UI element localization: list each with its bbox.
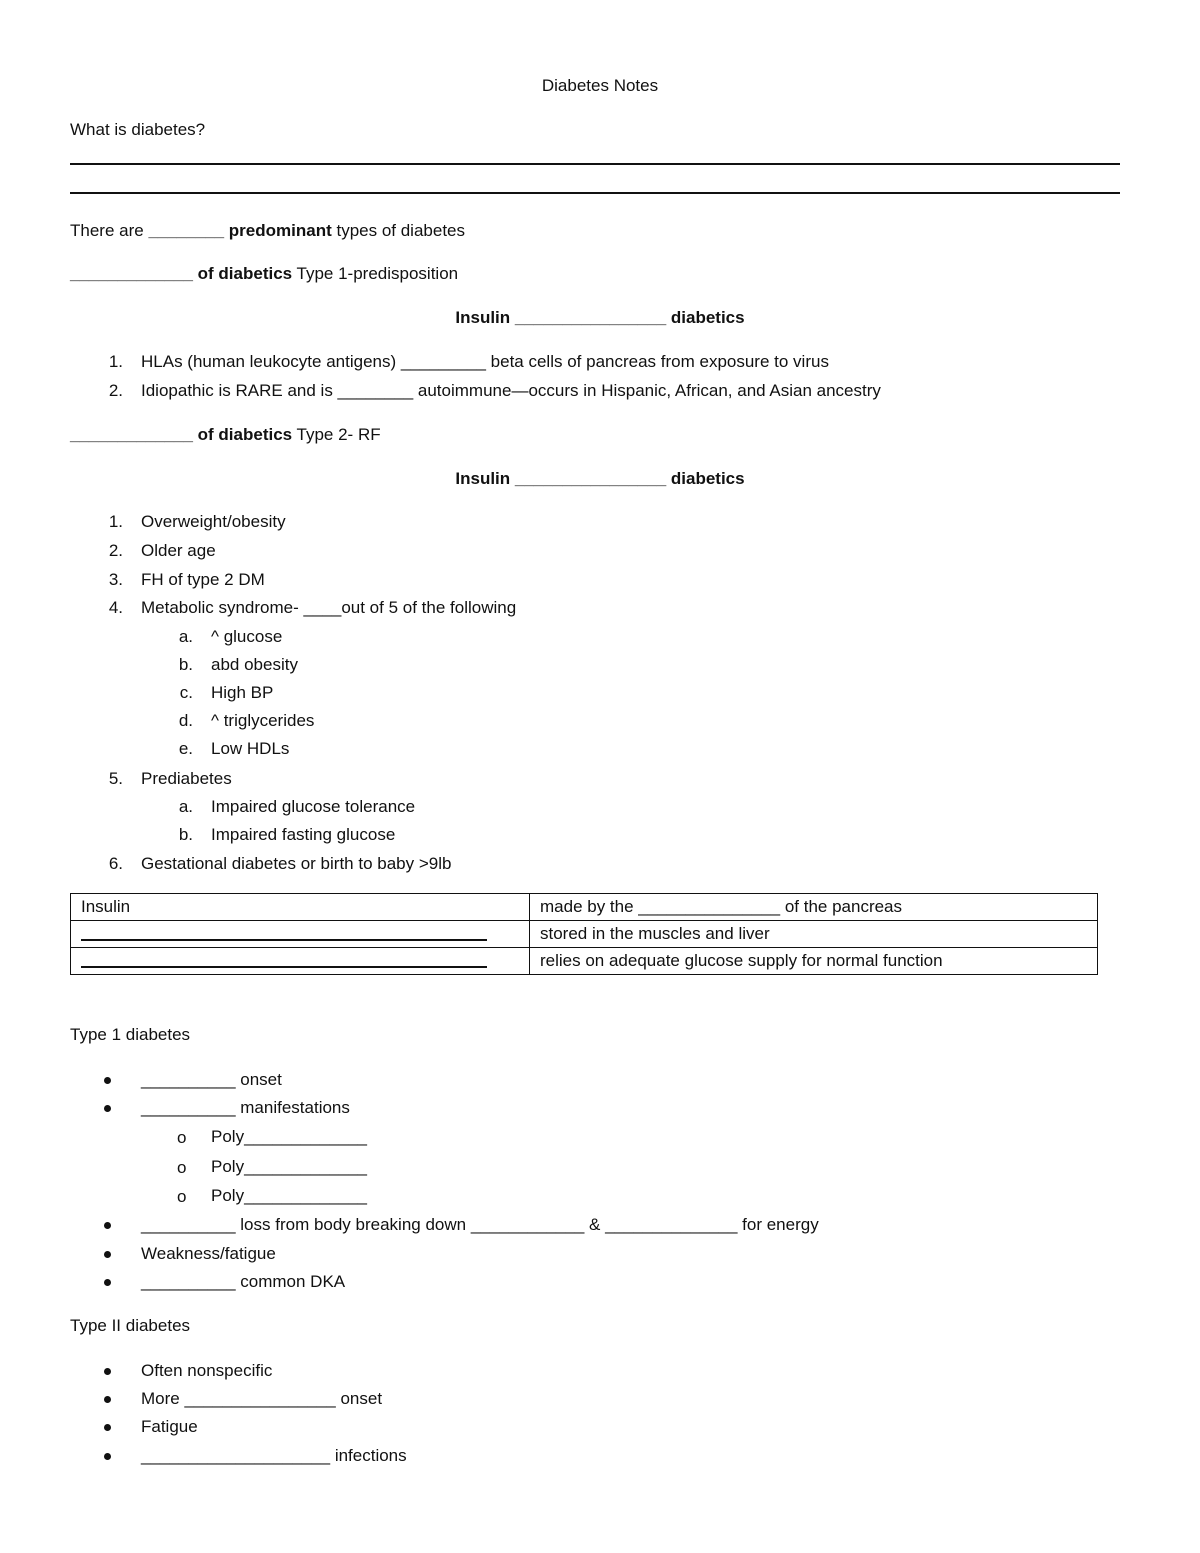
type2-insulin-blank: ________________ [514, 469, 667, 488]
table-cell: made by the _______________ of the pancreas [530, 894, 1098, 921]
types-post: types of diabetes [331, 221, 466, 240]
table-cell-blank [71, 921, 530, 948]
table-cell: Insulin [71, 894, 530, 921]
sublist-letter: b. [178, 655, 193, 674]
type2-insulin-line [0, 468, 1200, 490]
table-cell: stored in the muscles and liver [530, 921, 1098, 948]
list-item: More ________________ onset [141, 1389, 383, 1408]
types-count-line [70, 220, 465, 242]
table-row [71, 894, 1098, 921]
question-what-is-diabetes: What is diabetes? [70, 120, 206, 139]
sublist-letter: c. [179, 683, 193, 702]
sublist-item: abd obesity [211, 655, 298, 674]
list-item: Often nonspecific [141, 1361, 273, 1380]
type1-header-bold: of diabetics [192, 264, 293, 283]
list-item: Overweight/obesity [141, 512, 286, 531]
bullet-icon [104, 1222, 111, 1229]
list-number: 4. [108, 598, 123, 617]
types-blank: ________ [148, 221, 225, 240]
bullet-icon [104, 1105, 111, 1112]
sublist-item: High BP [211, 683, 274, 702]
list-item: FH of type 2 DM [141, 570, 265, 589]
page-title: Diabetes Notes [541, 76, 659, 95]
list-item: __________ manifestations [141, 1098, 350, 1117]
type1-insulin-line [0, 307, 1200, 329]
list-number: 3. [108, 570, 123, 589]
list-number: 2. [108, 541, 123, 560]
type1-header [70, 263, 458, 285]
type2-header-bold: of diabetics [192, 425, 293, 444]
fill-in-blank-line [81, 966, 487, 968]
list-item: __________ common DKA [141, 1272, 346, 1291]
sublist-item: Poly_____________ [211, 1186, 367, 1205]
fill-in-blank-line [81, 939, 487, 941]
list-item: Prediabetes [141, 769, 232, 788]
sublist-letter: e. [178, 739, 193, 758]
answer-line-2 [70, 192, 1120, 194]
type1-insulin-pre: Insulin [455, 308, 515, 327]
bullet-icon [104, 1453, 111, 1460]
type1-insulin-blank: ________________ [514, 308, 667, 327]
list-item: Idiopathic is RARE and is ________ autoimmune—occurs in Hispanic, African, and Asian ancestry [141, 381, 881, 400]
bullet-icon [104, 1368, 111, 1375]
type1-insulin-post: diabetics [666, 308, 745, 327]
answer-line-1 [70, 163, 1120, 165]
list-item: ____________________ infections [141, 1446, 407, 1465]
sublist-letter: a. [178, 627, 193, 646]
sublist-item: Poly_____________ [211, 1157, 367, 1176]
list-number: 2. [108, 381, 123, 400]
type1-section-heading: Type 1 diabetes [70, 1025, 191, 1044]
type2-header-blank: _____________ [70, 425, 193, 444]
list-item: Gestational diabetes or birth to baby >9lb [141, 854, 452, 873]
list-item: Older age [141, 541, 216, 560]
sublist-item: Poly_____________ [211, 1127, 367, 1146]
sub-bullet-marker: o [177, 1187, 187, 1206]
table-cell-blank [71, 948, 530, 975]
list-number: 5. [108, 769, 123, 788]
sublist-item: Impaired glucose tolerance [211, 797, 416, 816]
sublist-item: ^ triglycerides [211, 711, 315, 730]
list-item: Metabolic syndrome- ____out of 5 of the following [141, 598, 517, 617]
list-number: 1. [108, 352, 123, 371]
bullet-icon [104, 1251, 111, 1258]
list-number: 1. [108, 512, 123, 531]
types-pre: There are [70, 221, 149, 240]
sublist-letter: a. [178, 797, 193, 816]
type1-header-blank: _____________ [70, 264, 193, 283]
sublist-letter: d. [178, 711, 193, 730]
type2-header-post: Type 2- RF [292, 425, 381, 444]
list-number: 6. [108, 854, 123, 873]
type1-header-post: Type 1-predisposition [292, 264, 459, 283]
types-bold: predominant [224, 221, 332, 240]
type2-insulin-post: diabetics [666, 469, 745, 488]
type2-section-heading: Type II diabetes [70, 1316, 191, 1335]
sub-bullet-marker: o [177, 1128, 187, 1147]
bullet-icon [104, 1424, 111, 1431]
list-item: __________ loss from body breaking down ____________ & ______________ for energy [141, 1215, 819, 1234]
sub-bullet-marker: o [177, 1158, 187, 1177]
list-item: Fatigue [141, 1417, 198, 1436]
bullet-icon [104, 1077, 111, 1084]
table-row [71, 948, 1098, 975]
list-item: Weakness/fatigue [141, 1244, 276, 1263]
sublist-letter: b. [178, 825, 193, 844]
list-item: __________ onset [141, 1070, 282, 1089]
list-item: HLAs (human leukocyte antigens) _________ beta cells of pancreas from exposure to virus [141, 352, 829, 371]
type2-insulin-pre: Insulin [455, 469, 515, 488]
table-cell: relies on adequate glucose supply for normal function [530, 948, 1098, 975]
bullet-icon [104, 1279, 111, 1286]
sublist-item: ^ glucose [211, 627, 283, 646]
sublist-item: Impaired fasting glucose [211, 825, 396, 844]
insulin-table [70, 893, 1098, 975]
type2-header [70, 424, 381, 446]
bullet-icon [104, 1396, 111, 1403]
table-row [71, 921, 1098, 948]
sublist-item: Low HDLs [211, 739, 290, 758]
